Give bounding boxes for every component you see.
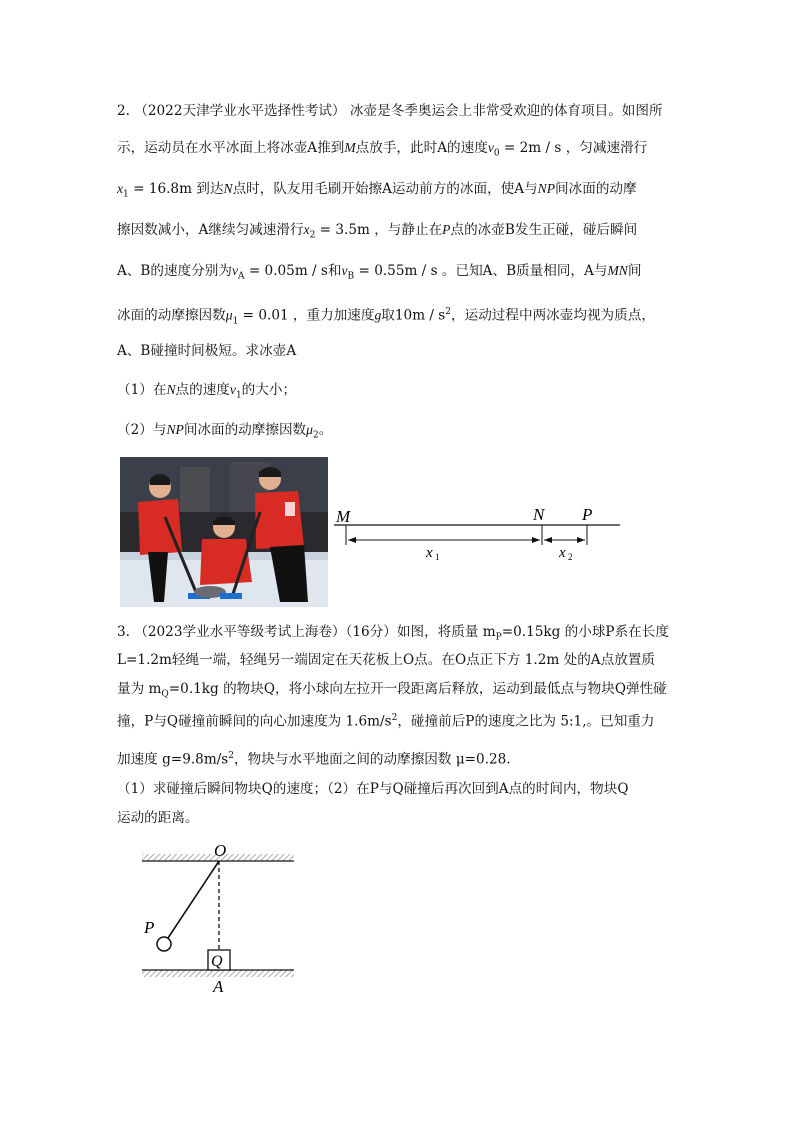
q2-line-6: 冰面的动摩擦因数$\mu_1 = 0.01$ ，重力加速度g取$10m / s^2$，运动过程中两冰壶均视为质点， xyxy=(117,307,655,327)
q2-line-2: 示，运动员在水平冰面上将冰壶A推到M点放手，此时A的速度$v_0 = 2m / s$ ，匀减速滑行 xyxy=(117,140,648,159)
label-x1: x xyxy=(426,545,433,561)
q2-subq-2: （2）与NP间冰面的动摩擦因数$\mu_2$。 xyxy=(117,422,333,441)
q3-line-4: 撞，P与Q碰撞前瞬间的向心加速度为 $1.6m/s^2$，碰撞前后P的速度之比为 5:1,。已知重力 xyxy=(117,713,655,730)
label-x2-sub: 2 xyxy=(568,552,573,562)
label-n: N xyxy=(533,505,545,524)
label-o: O xyxy=(214,841,227,860)
ball-p xyxy=(157,937,171,951)
label-a: A xyxy=(213,977,224,996)
label-p: P xyxy=(582,505,593,524)
label-p2: P xyxy=(144,918,155,937)
label-x2: x xyxy=(559,545,566,561)
q3-line-3: 量为 $m_Q=0.1kg$ 的物块Q，将小球向左拉开一段距离后释放，运动到最低点与物块Q弹性碰 xyxy=(117,681,667,700)
string xyxy=(168,861,219,938)
q3-line-6: （1）求碰撞后瞬间物块Q的速度；（2）在P与Q碰撞后再次回到A点的时间内，物块Q xyxy=(117,781,629,797)
label-m: M xyxy=(336,507,351,526)
q3-line-2: L=1.2m轻绳一端，轻绳另一端固定在天花板上O点。在O点正下方 1.2m 处的A点放置质 xyxy=(117,652,655,668)
q3-line-5: 加速度 $g=9.8m/s^2$，物块与水平地面之间的动摩擦因数 μ=0.28. xyxy=(117,751,511,768)
label-x1-sub: 1 xyxy=(435,552,440,562)
label-q: Q xyxy=(211,953,223,970)
q2-line-7: A、B碰撞时间极短。求冰壶A xyxy=(117,343,297,359)
q2-line-4: 擦因数减小，A继续匀减速滑行$x_2 = 3.5m$ ，与静止在P点的冰壶B发生正碰，碰后瞬间 xyxy=(117,222,638,241)
pendulum-diagram xyxy=(130,838,310,998)
q3-line-1: 3. （2023学业水平等级考试上海卷）（16分）如图，将质量 $m_P=0.15kg$ 的小球P系在长度 xyxy=(117,624,669,643)
q3-line-7: 运动的距离。 xyxy=(117,810,199,826)
q2-line-5: A、B的速度分别为$v_A = 0.05m / s$和$v_B = 0.55m / s$ 。已知A、B质量相同，A与MN间 xyxy=(117,263,642,282)
q2-line-3: $x_1 = 16.8m$ 到达N点时，队友用毛刷开始擦A运动前方的冰面，使A与NP间冰面的动摩 xyxy=(117,181,637,200)
q2-subq-1: （1）在N点的速度$v_1$的大小； xyxy=(117,382,297,401)
mnp-diagram xyxy=(330,500,630,570)
q2-line-1: 2. （2022天津学业水平选择性考试） 冰壶是冬季奥运会上非常受欢迎的体育项目。如图所 xyxy=(117,103,663,119)
ground-hatch xyxy=(142,970,294,977)
curling-photo xyxy=(120,457,328,607)
